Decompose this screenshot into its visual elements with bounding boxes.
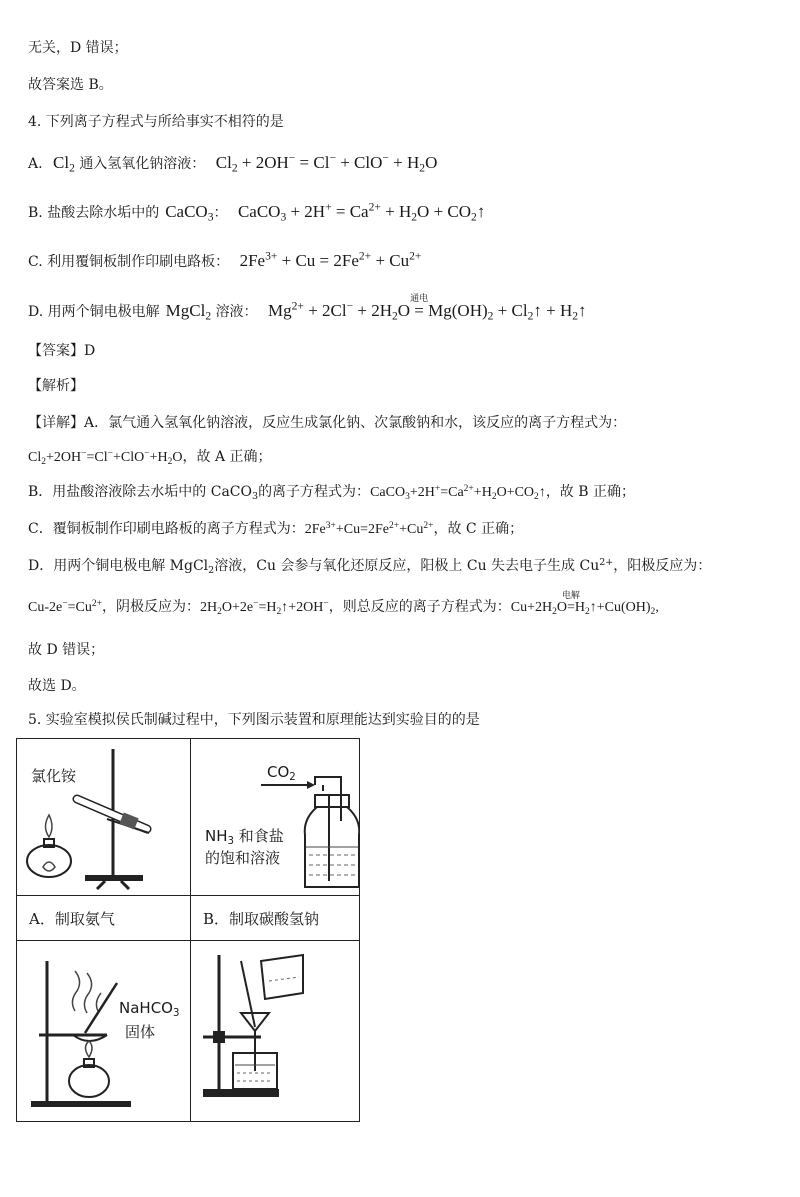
detail-d-line2: $Cu-2e^-=Cu^{2+}$，阴极反应为：$2H_2O+2e^-=H_2↑+2OH^-$，则总反应的离子方程式为：$Cu+2H_2O$ 电解 $=H_2↑+Cu(OH)_2$,: [28, 590, 659, 617]
nahco3-label: NaHCO$_3$: [119, 999, 180, 1020]
option-b: B. 盐酸去除水垢中的 CaCO$_3$： CaCO$_3$ + $2H^+ = Ca^{2+} + H_2O$ + $CO_2↑$: [28, 200, 486, 224]
option-b-label: B．制取碳酸氢钠: [191, 896, 360, 941]
text-line: 故答案选 B。: [28, 77, 113, 93]
detail-d: D．用两个铜电极电解 MgCl$_2$溶液，Cu 会参与氧化还原反应，阳极上 Cu 失去电子生成 $Cu^{2+}$，阳极反应为：: [28, 556, 712, 576]
answer: 【答案】D: [28, 343, 96, 359]
conclusion: 故选 D。: [28, 678, 86, 694]
question-4-title: 4. 下列离子方程式与所给事实不相符的是: [28, 114, 284, 130]
option-d: D. 用两个铜电极电解 MgCl$_2$ 溶液： $Mg^{2+} + 2Cl^- + 2H_2O$ 通电 = $Mg(OH)_2$ + $Cl_2↑$ + $H_2↑$: [28, 293, 587, 323]
cell-a-figure: [17, 739, 191, 896]
detail-a-equation: $Cl_2+2OH^-=Cl^-+ClO^-+H_2O$，故 A 正确；: [28, 448, 272, 467]
option-table: [16, 738, 360, 1122]
option-a: A. $Cl_2$ 通入氢氧化钠溶液： $Cl_2 + 2OH^- = Cl^- + ClO^- + H_2O$: [28, 151, 438, 175]
ammonium-chloride-label: 氯化铵: [31, 767, 77, 785]
evaporating-dish-apparatus-icon: [17, 941, 190, 1121]
heating-tube-apparatus-icon: [17, 739, 190, 895]
co2-label: $CO_2$: [267, 763, 296, 784]
analysis-heading: 【解析】: [28, 378, 84, 394]
cell-b-figure: [191, 739, 360, 896]
cell-d-figure: [191, 941, 360, 1122]
text-line: 无关，D 错误；: [28, 40, 128, 56]
saturated-solution-label: 的饱和溶液: [205, 849, 281, 867]
option-a-label: A．制取氨气: [17, 896, 191, 941]
cell-c-figure: [17, 941, 191, 1122]
question-5-title: 5. 实验室模拟侯氏制碱过程中，下列图示装置和原理能达到实验目的的是: [28, 712, 480, 728]
detail-b: B．用盐酸溶液除去水垢中的 CaCO$_3$的离子方程式为：$CaCO_3+2H^+=Ca^{2+}+H_2O+CO_2↑$，故 B 正确；: [28, 483, 636, 502]
detail-a: 【详解】A．氯气通入氢氧化钠溶液，反应生成氯化钠、次氯酸钠和水，该反应的离子方程式为：: [28, 415, 627, 431]
gas-washing-bottle-icon: [191, 739, 359, 895]
detail-c: C．覆铜板制作印刷电路板的离子方程式为：$2Fe^{3+}+Cu=2Fe^{2+}+Cu^{2+}$，故 C 正确；: [28, 520, 524, 537]
filtration-apparatus-icon: [191, 941, 359, 1121]
detail-d-line3: 故 D 错误；: [28, 642, 105, 658]
option-c: C. 利用覆铜板制作印刷电路板： $2Fe^{3+} + Cu = 2Fe^{2+} + Cu^{2+}$: [28, 249, 422, 270]
nh3-salt-label: $NH_3$ 和食盐: [205, 827, 284, 848]
solid-label: 固体: [125, 1023, 156, 1041]
